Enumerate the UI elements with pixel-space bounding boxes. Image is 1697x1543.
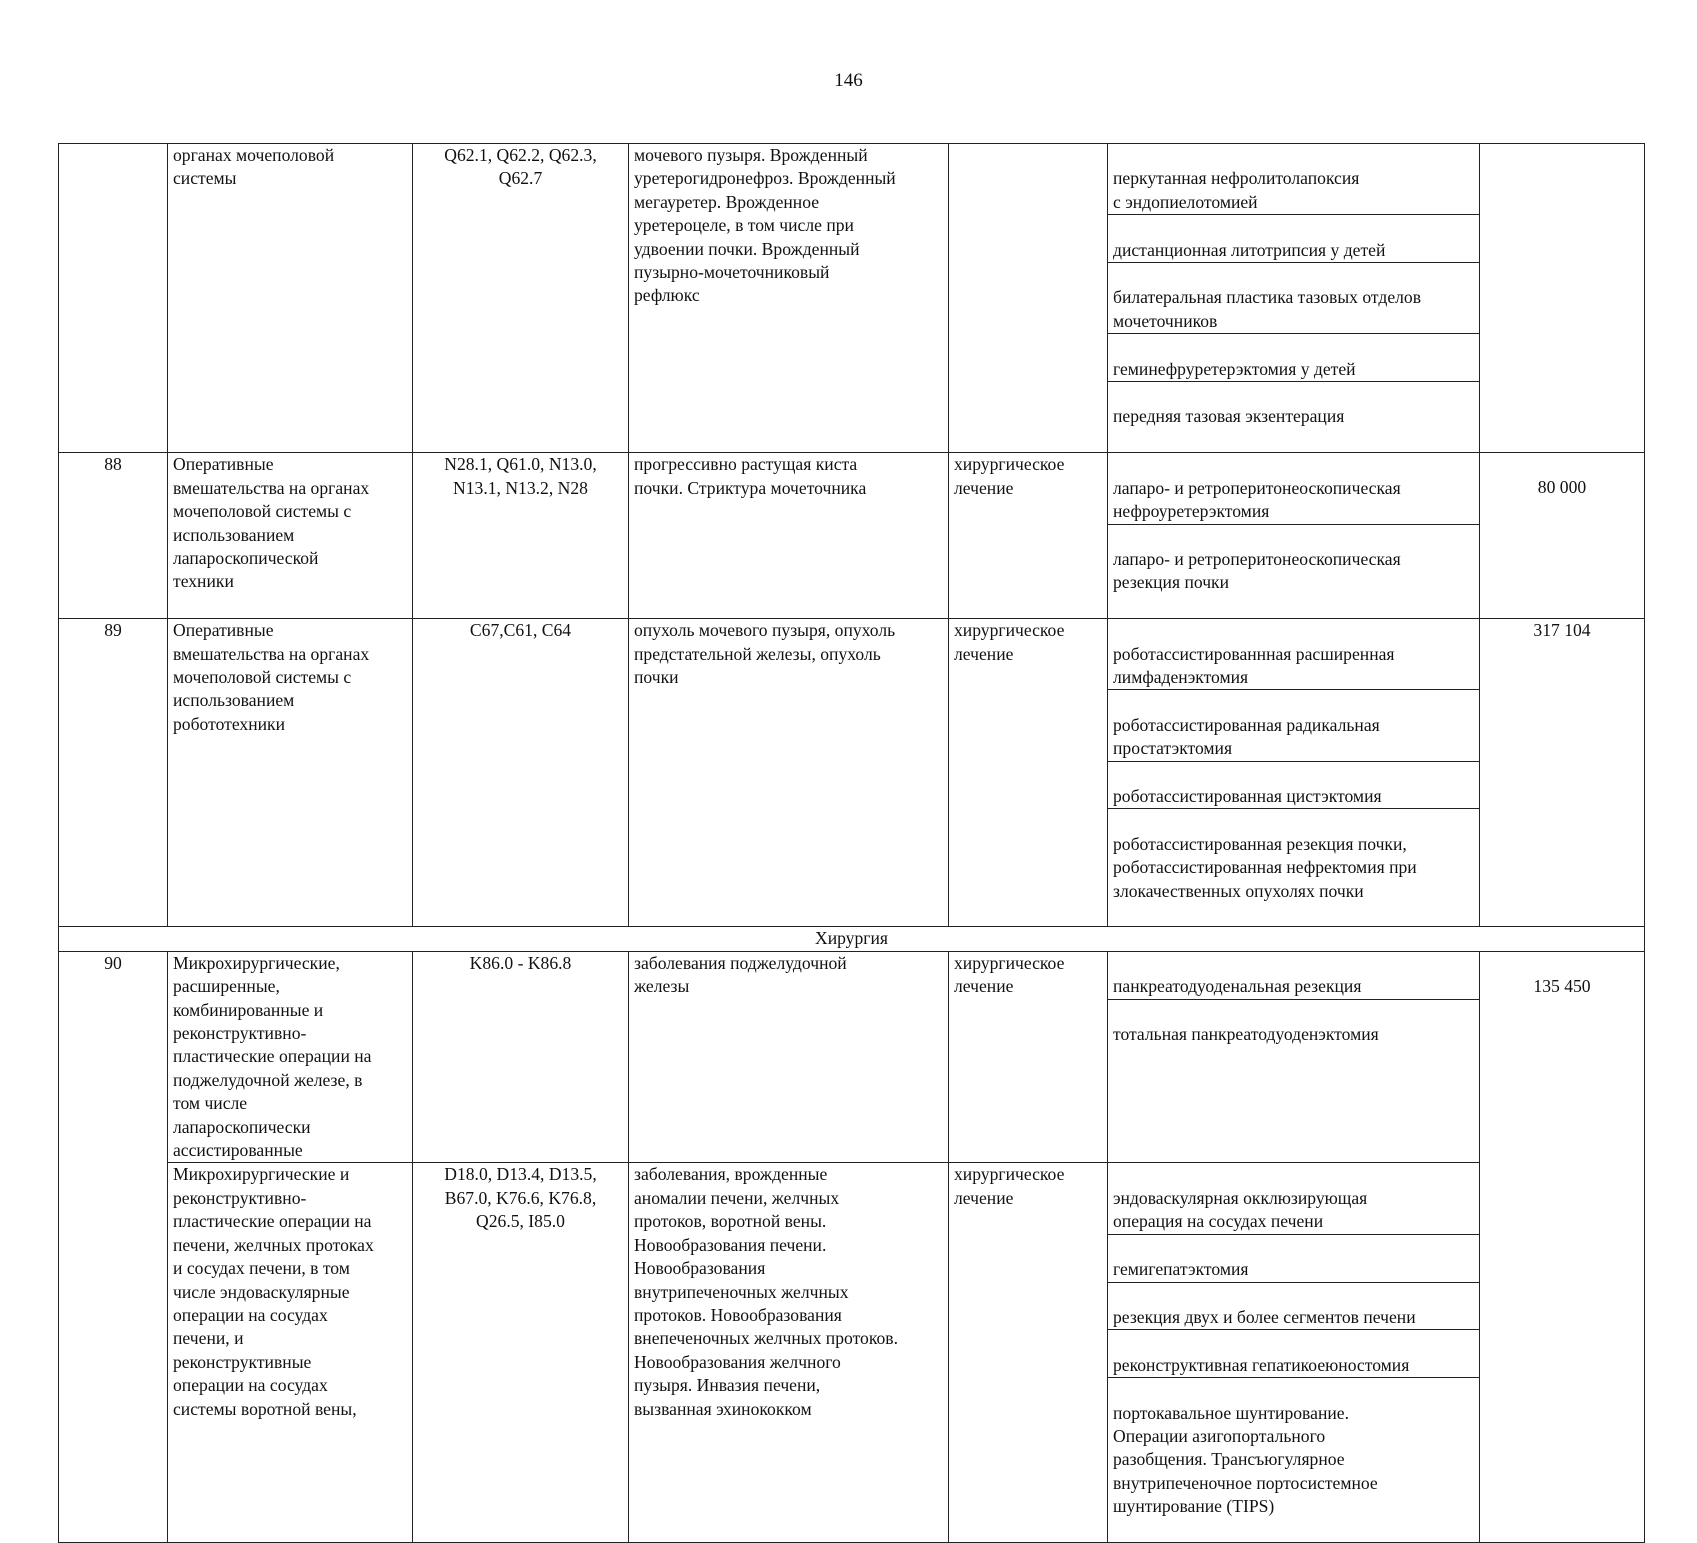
treatment-type: хирургическое лечение [949,453,1108,619]
method-item: лапаро- и ретроперитонеоскопическая нефроуретерэктомия [1108,477,1479,525]
method-item: эндоваскулярная окклюзирующая операция на сосудах печени [1108,1187,1479,1235]
page-number: 146 [834,70,863,91]
table-row [59,951,1645,1163]
procedure-name: Микрохирургические, расширенные, комбинированные и реконструктивно- пластические операции на поджелудочной железе, в том числе лапароскопически ассистированные [168,951,413,1163]
icd-codes: N28.1, Q61.0, N13.0, N13.1, N13.2, N28 [413,453,629,619]
method-item: портокавальное шунтирование. Операции азигопортального разобщения. Трансъюгулярное внутрипеченочное портосистемное шунтирование (TIPS) [1113,1402,1378,1517]
method-item: роботассистированная резекция почки, роботассистированная нефректомия при злокачественных опухолях почки [1113,833,1417,901]
method-item: панкреатодуоденальная резекция [1108,975,1479,999]
cost [1480,144,1645,453]
row-number: 90 [59,951,168,1542]
row-number: 88 [59,453,168,619]
treatment-methods [1108,144,1480,453]
patient-model: прогрессивно растущая киста почки. Стриктура мочеточника [629,453,949,619]
method-item: реконструктивная гепатикоеюностомия [1108,1354,1479,1378]
method-item: дистанционная литотрипсия у детей [1108,239,1479,263]
procedure-name: органах мочеполовой системы [168,144,413,453]
treatment-type [949,144,1108,453]
table-row [59,1163,1645,1543]
icd-codes: D18.0, D13.4, D13.5, B67.0, K76.6, K76.8, Q26.5, I85.0 [413,1163,629,1543]
method-item: роботассистированнная расширенная лимфаденэктомия [1108,643,1479,691]
procedure-name: Микрохирургические и реконструктивно- пластические операции на печени, желчных протоках и сосудах печени, в том числе эндоваскулярные операции на сосудах печени, и реконструктивные операции на сосудах системы воротной вены, [168,1163,413,1543]
treatment-methods [1108,619,1480,927]
treatment-methods [1108,1163,1480,1543]
row-number [59,144,168,453]
patient-model: заболевания поджелудочной железы [629,951,949,1163]
procedure-name: Оперативные вмешательства на органах мочеполовой системы с использованием лапароскопической техники [168,453,413,619]
method-item: билатеральная пластика тазовых отделов мочеточников [1108,286,1479,334]
cost: 80 000 [1480,453,1645,619]
treatment-type: хирургическое лечение [949,951,1108,1163]
table-row [59,453,1645,619]
procedure-name: Оперативные вмешательства на органах мочеполовой системы с использованием робототехники [168,619,413,927]
cost: 317 104 [1480,619,1645,927]
treatment-type: хирургическое лечение [949,1163,1108,1543]
icd-codes: C67,C61, C64 [413,619,629,927]
table-row [59,144,1645,453]
section-title: Хирургия [59,927,1645,951]
method-item: резекция двух и более сегментов печени [1108,1306,1479,1330]
procedures-table [58,143,1645,1543]
icd-codes: K86.0 - K86.8 [413,951,629,1163]
treatment-type: хирургическое лечение [949,619,1108,927]
section-row [59,927,1645,951]
method-item: лапаро- и ретроперитонеоскопическая резекция почки [1113,548,1401,593]
patient-model: мочевого пузыря. Врожденный уретерогидронефроз. Врожденный мегауретер. Врожденное уретероцеле, в том числе при удвоении почки. Врожденный пузырно-мочеточниковый рефлюкс [629,144,949,453]
table-row [59,619,1645,927]
method-item: гемигепатэктомия [1108,1258,1479,1282]
treatment-methods [1108,453,1480,619]
method-item: роботассистированная цистэктомия [1108,785,1479,809]
cost: 135 450 [1480,951,1645,1542]
patient-model: опухоль мочевого пузыря, опухоль предстательной железы, опухоль почки [629,619,949,927]
icd-codes: Q62.1, Q62.2, Q62.3, Q62.7 [413,144,629,453]
method-item: геминефруретерэктомия у детей [1108,358,1479,382]
treatment-methods [1108,951,1480,1163]
patient-model: заболевания, врожденные аномалии печени, желчных протоков, воротной вены. Новообразования печени. Новообразования внутрипеченочных желчных протоков. Новообразования внепеченочных желчных протоков. Новообразования желчного пузыря. Инвазия печени, вызванная эхинококком [629,1163,949,1543]
method-item: роботассистированная радикальная простатэктомия [1108,714,1479,762]
method-item: передняя тазовая экзентерация [1113,406,1345,427]
method-item: тотальная панкреатодуоденэктомия [1113,1024,1379,1045]
row-number: 89 [59,619,168,927]
method-item: перкутанная нефролитолапоксия с эндопиелотомией [1108,167,1479,215]
